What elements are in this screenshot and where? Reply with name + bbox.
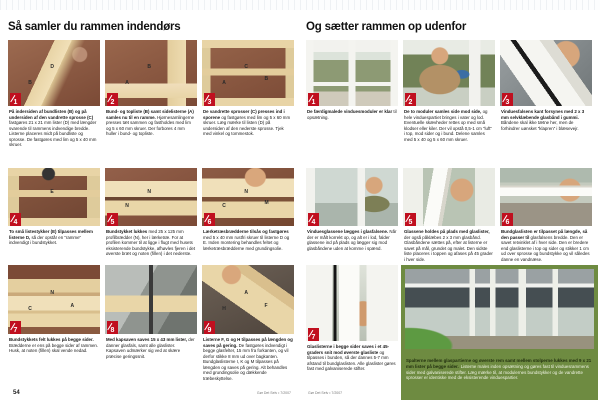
step-item [8,265,100,381]
right-page-title: Og sætter rammen op udenfor [306,21,467,33]
caption-body: Brædderne er ens på begge sider af rammen. Husk, at noten (fillen) skal vende nedad. [9,342,99,353]
step-number-badge [405,93,416,106]
step-number: 4 [311,219,316,226]
step-item [8,168,100,257]
wood-part-label: N [50,289,54,296]
wood-part-label: M [264,199,269,206]
step-number: 2 [408,99,413,106]
right-steps-row-2 [306,168,592,262]
step-item [306,265,398,372]
step-item [500,168,592,262]
caption-body: med 25 x 125 mm profilbrædder (N), her i lærketræ. For at profilen kommer til at ligge i flugt med husets eksisterende bundstykke, afhøvles fjeren i det øverste bræt og noten (fillen) i det nederste. [106,229,196,256]
caption-lead: Bundstykket lukkes [106,229,149,234]
step-photo [403,40,495,106]
wood-part-label: A [70,302,75,309]
step-number-badge [405,213,416,226]
wood-part-label: B [147,63,151,70]
wood-part-label: N [125,202,129,209]
finished-house-photo [405,269,594,349]
step-caption [106,337,196,359]
step-photo [105,40,197,106]
step-number-badge [308,328,319,341]
step-number-badge [502,213,513,226]
step-photo [306,40,398,106]
feature-panel [401,265,598,400]
step-number: 3 [505,99,510,106]
step-photo [500,40,592,106]
step-photo [8,168,100,226]
step-item [105,265,197,381]
caption-body: med 5 x 40 mm rustfri skruer til listerne D og E. Inden montering behandles feltet og lærketræsbrædderne med grundingsolie. [203,234,290,251]
caption-lead: Glaslisterne i begge sider saves i et 45-graders snit mod øverste glasliste [307,344,389,355]
left-steps-row-2 [8,168,294,257]
step-caption [307,344,397,372]
feature-caption [406,358,593,381]
wood-part-label: D [50,63,54,70]
caption-body: til opsætning. [307,109,397,120]
step-number: 6 [207,219,212,226]
wood-part-label: C [28,306,32,313]
step-photo [306,168,398,226]
step-number: 1 [311,99,316,106]
step-number: 5 [110,219,115,226]
caption-body: De fastgøres indvendigt i begge glasfelter, 15 mm fra forkanten, og vil derfor stikke 8 mm ud over bagkanten. Bundglaslisterne I, K og M tilpasses på længden og saves på gering. Alt behandles med grundingsolie og dækkende træbeskyttelse. [203,342,289,381]
step-photo [105,265,197,334]
feature-caption-lead: Spalterne mellem glaspartierne og øverste rem samt mellem stolperne lukkes med 9 x 21 mm lister på begge sider. [406,358,592,370]
step-caption [203,109,293,137]
step-number-badge [204,321,215,334]
caption-body: glasfalsens bredde. Den er savet retvinklet af i hver side. Den er bredere end glaslisterne i top og sider og stikker 1 cm ud over sprosse og bundstykke og vil således danne en vandnæse. [501,234,590,262]
page-number: 54 [13,390,20,396]
wood-part-label: A [222,79,226,86]
step-photo [403,168,495,226]
step-caption [501,109,591,131]
caption-body: så der opstår en “ramme” indvendigt i bundstykket. [9,234,81,245]
left-steps-row-1 [8,40,294,148]
caption-lead: Bundstykkets felt lukkes på begge sider. [9,337,94,342]
step-number: 6 [505,219,510,226]
step-item [403,168,495,262]
step-caption [307,229,397,251]
step-number: 1 [13,99,18,106]
step-photo [202,168,294,226]
step-photo [202,265,294,334]
step-caption [9,229,99,246]
caption-body: der også påklæbes 2 x 3 mm glasbånd. Glasbåndene sættes på, efter at listerne er savet på mål, grundet og malet. Den sidste liste placeres i toppen og afases på 45 grader i hver side. [404,234,493,262]
step-item [202,168,294,257]
caption-lead: De vandrette sprosser (C) presses ind i sporene [203,109,285,120]
step-number: 7 [311,334,316,341]
caption-lead: De færdigmalede vinduesmoduler er klar [307,109,394,114]
step-caption [106,109,196,137]
caption-lead: Med kapsaven saves 15 x 43 mm lister, [106,337,189,342]
wood-part-label: B [28,79,32,86]
caption-body: og fastgøres med lim og 5 x 60 mm skruer. Læg mærke til listen (D) på undersiden af den nederste sprosse. Tjek med vinkel og tommestok. [203,114,291,136]
caption-body: Når der er målt korrekt op, og alt er i lod, falder glassene ind på plads og lægger sig mod glasbåndene uden at komme i spænd. [307,229,397,251]
step-number-badge [107,213,118,226]
step-number-badge [10,93,21,106]
wood-part-label: B [264,76,269,83]
feature-caption-body: Listerne males inden opsætning og gøres fast til vinduesrammens sider med galvaniserede stifter. Læg mærke til, at modulernes bundstykker og de vandrette sprosser er identiske med de eksisterende vinduespartier. [406,364,589,381]
caption-body: og hele vinduespartiet bringes i vater og lod. Eventuelle skævheder rettes op med små klodser eller kiler. Der vil opstå 0,5-1 cm “luft” i top, mod sider og i bund. Delene samles med 5 x 40 og 5 x 60 mm skruer. [404,109,492,142]
caption-lead: Vinduesglassene lægges i glasfalsene. [307,229,390,234]
step-number-badge [204,93,215,106]
caption-body: fastgøres 21 x 21 mm lister (D) med længder svarende til rammens indvendige bredde. Listerne placeres midt på bundliste og sprosse. De fastgøres med lim og 5 x 40 mm skruer. [9,120,97,147]
wood-part-label: C [222,202,226,209]
wood-part-label: F [264,302,268,309]
step-caption [9,109,99,148]
step-caption [501,229,591,262]
wood-part-label: A [244,289,248,296]
step-item [105,168,197,257]
step-number-badge [107,321,118,334]
wood-part-label: N [244,188,248,195]
step-number-badge [10,321,21,334]
caption-lead: Bundglaslisten er tilpasset på længde, så den passer til [501,229,588,240]
step-number: 9 [207,327,212,334]
step-number-badge [308,213,319,226]
caption-body: der danner glasfals, samt alle glaslister. Kapsaven udmærker sig ved at skære præcise geringssnit. [106,337,195,359]
step-number: 8 [110,327,115,334]
step-caption [9,337,99,354]
step-number-badge [308,93,319,106]
step-number: 5 [408,219,413,226]
step-item [105,40,197,148]
caption-body: Båndene skal ikke tætne her, men de forhindrer uønsket “klapren” i blæsevejr. [501,120,579,131]
magazine-spread [0,10,600,400]
caption-lead: De to moduler samles side mod side, [404,109,483,114]
step-caption [106,229,196,257]
caption-lead: Lærketræsbrædderne tilsås og fastgøres [203,229,289,234]
step-photo [306,265,398,341]
step-photo [202,40,294,106]
step-number: 7 [13,327,18,334]
step-caption [307,109,397,120]
step-caption [404,229,494,262]
left-page [8,10,294,400]
caption-lead: Glassene holdes på plads med glaslister, [404,229,490,234]
step-caption [404,109,494,142]
step-number-badge [204,213,215,226]
caption-lead: På indersiden af bundlisten (B) og på undersiden af den vandrette sprosse (C) [9,109,94,120]
step-photo [105,168,197,226]
step-item [306,40,398,142]
step-number-badge [107,93,118,106]
step-number: 4 [13,219,18,226]
wood-part-label: A [125,79,129,86]
step-caption [203,337,293,381]
right-page [306,10,592,400]
wood-part-label: H [222,306,226,313]
step-item [500,40,592,142]
step-item [202,265,294,381]
magazine-credit: Gør Det Selv • 7/2007 [308,391,343,395]
step-number-badge [502,93,513,106]
caption-lead: Listerne F, G og H tilpasses på længden og saves på gering. [203,337,293,348]
step-caption [203,229,293,251]
step-item [306,168,398,262]
step-photo [8,265,100,334]
step-photo [8,40,100,106]
step-number-badge [10,213,21,226]
caption-lead: To små listestykker (E) tilpasses mellem listerne D, [9,229,93,240]
magazine-credit: Gør Det Selv • 7/2007 [256,391,291,395]
caption-lead: Vinduesfalsens kant forsynes med 2 x 3 mm selvklæbende glasbånd i gummi. [501,109,585,120]
step-photo [500,168,592,226]
wood-part-label: E [50,188,54,195]
step-number: 3 [207,99,212,106]
step-item [403,40,495,142]
wood-part-label: C [244,63,248,70]
right-steps-row-1 [306,40,592,142]
top-filmstrip [0,0,600,10]
caption-lead: Bund- og topliste (B) samt sidelisterne (A) samles nu til en ramme. [106,109,194,120]
caption-body: og tilpasses i bunden, så der dannes 5-7 mm afstand til bundglaslisten. Alle glaslister gøres fast med galvaniserede stifter. [307,349,396,371]
step-number: 2 [110,99,115,106]
step-item [8,40,100,148]
left-steps-row-3 [8,265,294,381]
left-page-title: Så samler du rammen indendørs [8,21,181,33]
step-item [202,40,294,148]
wood-part-label: N [147,188,151,195]
caption-body: Hjørnesamlingerne presses tæt sammen og fastholdes med lim og 5 x 60 mm skruer. Der forbores 4 mm huller i bund- og topliste. [106,114,195,136]
